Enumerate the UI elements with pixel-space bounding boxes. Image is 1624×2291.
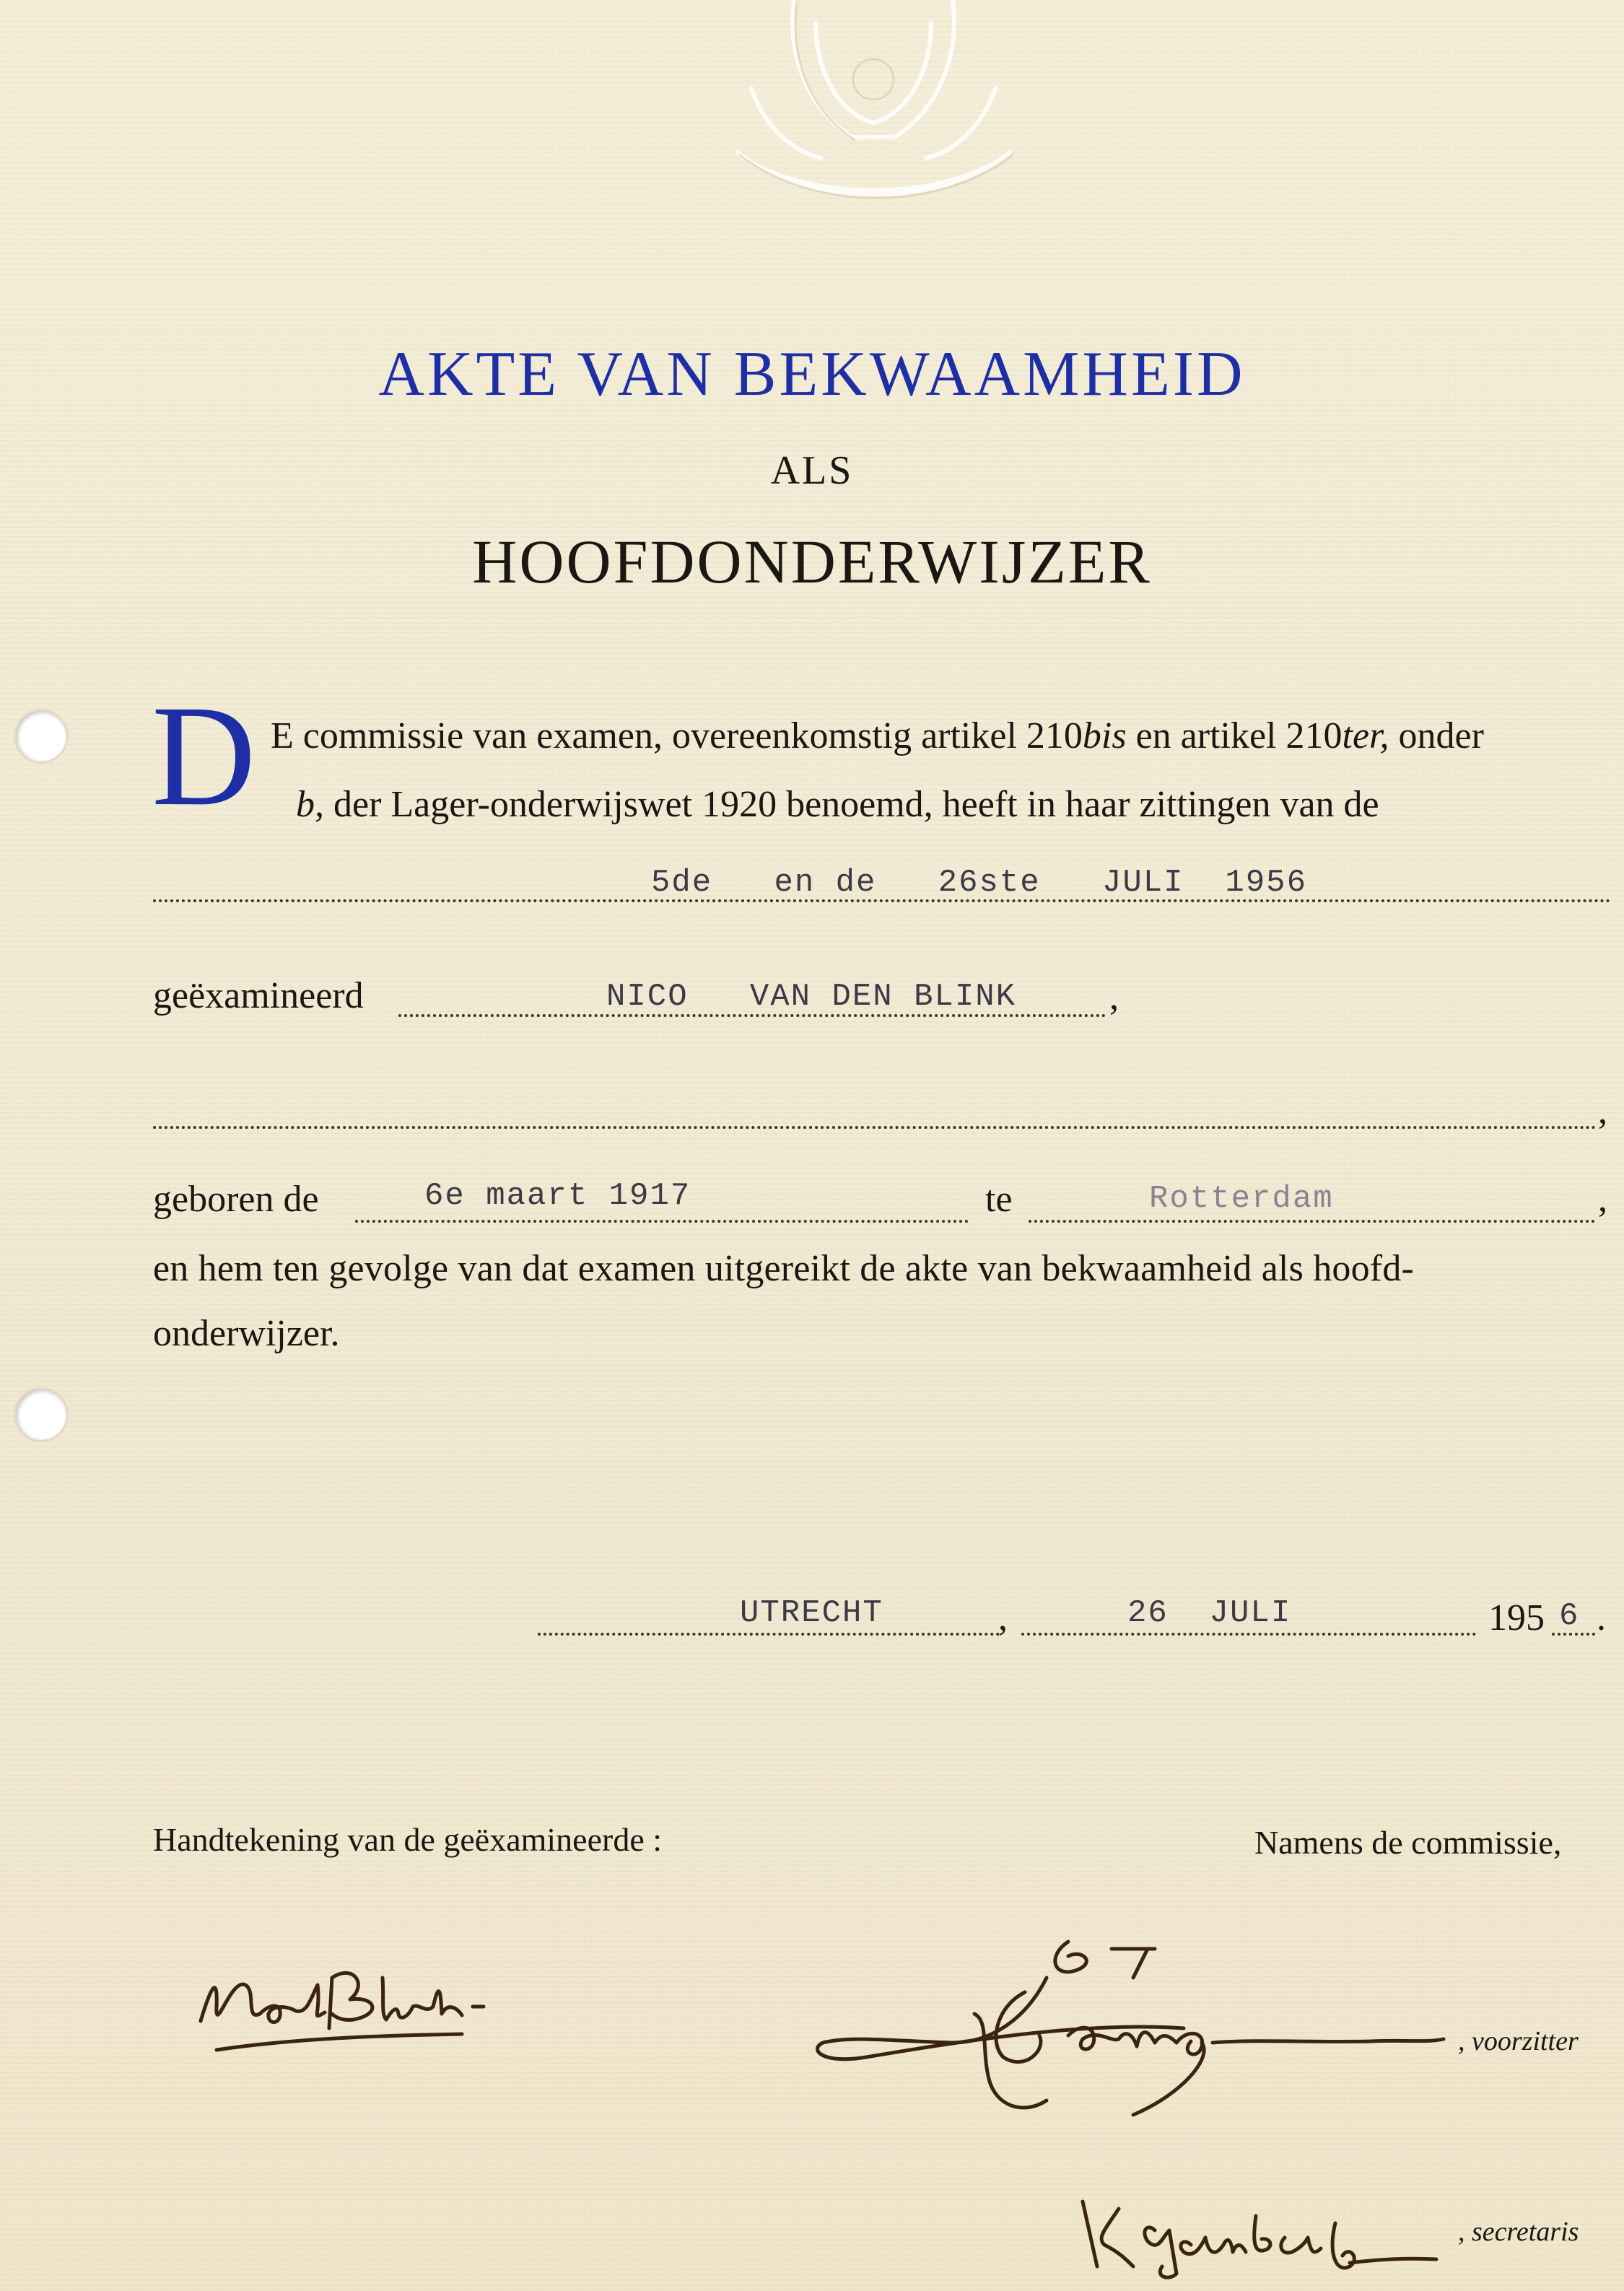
issue-place-typed: UTRECHT — [740, 1595, 883, 1631]
body-line-1-text-b: en artikel 210 — [1126, 715, 1343, 756]
birthplace-dotted-line — [1029, 1220, 1595, 1223]
session-month-year: JULI 1956 — [1101, 865, 1307, 901]
session-en-de: en de — [774, 865, 877, 901]
issue-year-digit: 6 — [1559, 1598, 1580, 1634]
date-dotted-line — [1021, 1633, 1476, 1636]
birth-day: 6 — [424, 1178, 445, 1214]
body-line-2-text: der Lager-onderwijswet 1920 benoemd, heeft in haar zittingen van de — [324, 784, 1379, 825]
examined-label: geëxamineerd — [153, 975, 364, 1016]
session-suffix-2: ste — [979, 865, 1041, 901]
chairman-handwritten-signature — [808, 1934, 1472, 2122]
birth-date-dotted-line — [355, 1220, 969, 1223]
result-line-2: onderwijzer. — [153, 1313, 340, 1354]
chairman-role-label: , voorzitter — [1458, 2026, 1579, 2056]
body-line-1-text-a: E commissie van examen, overeenkomstig artikel 210 — [271, 715, 1083, 756]
secretary-role-label: , secretaris — [1458, 2217, 1579, 2247]
year-period: . — [1597, 1597, 1606, 1638]
issue-year-prefix: 195 — [1488, 1597, 1545, 1638]
place-dotted-line — [538, 1633, 1000, 1636]
birth-day-month: e maart — [445, 1178, 589, 1214]
birth-date-typed — [424, 1178, 691, 1214]
body-line-1-ter: ter, — [1342, 715, 1389, 756]
punch-hole-bottom — [16, 1389, 66, 1440]
blank-dotted-line — [153, 1126, 1597, 1129]
punch-hole-top — [16, 711, 66, 762]
secretary-handwritten-signature — [1075, 2187, 1451, 2281]
examined-name-comma: , — [1109, 977, 1119, 1018]
session-suffix-1: de — [671, 865, 713, 901]
examined-name-typed: NICO VAN DEN BLINK — [606, 979, 1017, 1015]
te-label: te — [985, 1179, 1013, 1220]
issue-date-typed: 26 JULI — [1127, 1595, 1292, 1631]
birthplace-comma: , — [1598, 1179, 1607, 1220]
document-title: AKTE VAN BEKWAAMHEID — [378, 339, 1246, 409]
drop-cap-letter: D — [152, 676, 256, 836]
birthplace-typed: Rotterdam — [1149, 1181, 1334, 1217]
place-comma: , — [998, 1597, 1008, 1638]
document-subtitle-als: ALS — [770, 448, 854, 493]
body-line-1-text-c: onder — [1389, 715, 1484, 756]
blank-line-comma: , — [1598, 1091, 1607, 1132]
result-line-1: en hem ten gevolge van dat examen uitgereikt de akte van bekwaamheid als hoofd- — [153, 1248, 1415, 1289]
session-dates-typed — [651, 865, 1307, 901]
body-line-2-b: b, — [296, 784, 324, 825]
body-line-1 — [271, 715, 1484, 757]
embossed-coat-of-arms-seal — [707, 0, 1039, 217]
body-line-2 — [296, 783, 1379, 826]
commission-label: Namens de commissie, — [1254, 1824, 1562, 1861]
session-day-1: 5 — [651, 865, 672, 901]
birth-year: 1917 — [608, 1178, 691, 1214]
session-day-2: 26 — [938, 865, 979, 901]
body-line-1-bis: bis — [1082, 715, 1127, 756]
examinee-handwritten-signature — [188, 1934, 621, 2079]
examinee-signature-label: Handtekening van de geëxamineerde : — [153, 1821, 663, 1858]
born-label: geboren de — [153, 1179, 319, 1220]
document-profession: HOOFDONDERWIJZER — [472, 527, 1152, 596]
